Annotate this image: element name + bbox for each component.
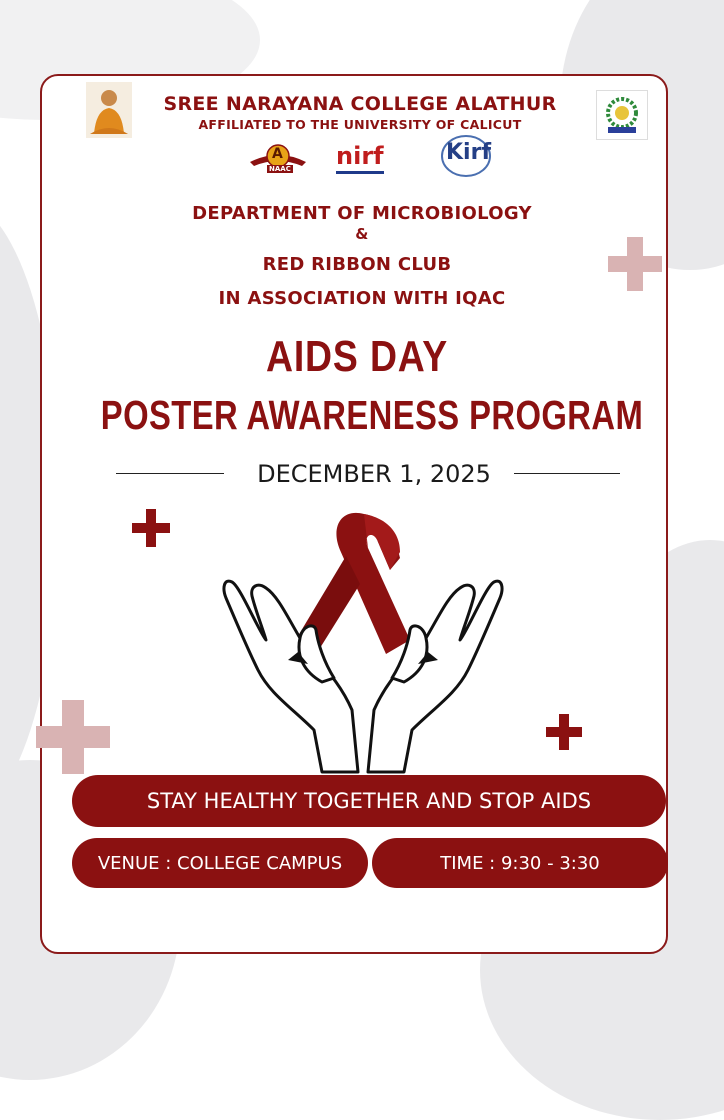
plus-cross-icon: [132, 509, 170, 547]
college-emblem-icon: [596, 90, 648, 140]
event-date: DECEMBER 1, 2025: [257, 460, 491, 488]
ampersand: &: [355, 225, 369, 243]
association-text: IN ASSOCIATION WITH IQAC: [218, 288, 506, 309]
plus-cross-icon: [36, 700, 110, 774]
guru-portrait-icon: [86, 82, 132, 138]
event-subtitle: POSTER AWARENESS PROGRAM: [100, 392, 644, 438]
plus-cross-icon: [608, 237, 662, 291]
naac-logo: [248, 140, 308, 176]
naac-label: NAAC: [269, 165, 291, 173]
venue-pill: [72, 838, 368, 888]
date-rule-right: [514, 473, 620, 474]
nirf-logo: [336, 142, 396, 174]
college-name: SREE NARAYANA COLLEGE ALATHUR: [163, 93, 557, 115]
affiliation-text: AFFILIATED TO THE UNIVERSITY OF CALICUT: [198, 117, 522, 132]
slogan-banner: [72, 775, 666, 827]
club-name: RED RIBBON CLUB: [262, 254, 452, 275]
time-pill: [372, 838, 668, 888]
naac-grade: A: [272, 146, 283, 162]
event-title: AIDS DAY: [265, 332, 449, 381]
nirf-label: nirf: [336, 142, 384, 170]
slogan-text: STAY HEALTHY TOGETHER AND STOP AIDS: [146, 789, 592, 813]
time-text: TIME : 9:30 - 3:30: [440, 852, 600, 874]
kirf-label: Kirf: [446, 140, 492, 165]
hands-icon: [218, 560, 508, 775]
plus-cross-icon: [546, 714, 582, 750]
kirf-logo: [440, 134, 496, 178]
venue-text: VENUE : COLLEGE CAMPUS: [97, 852, 343, 874]
department-name: DEPARTMENT OF MICROBIOLOGY: [192, 203, 532, 224]
